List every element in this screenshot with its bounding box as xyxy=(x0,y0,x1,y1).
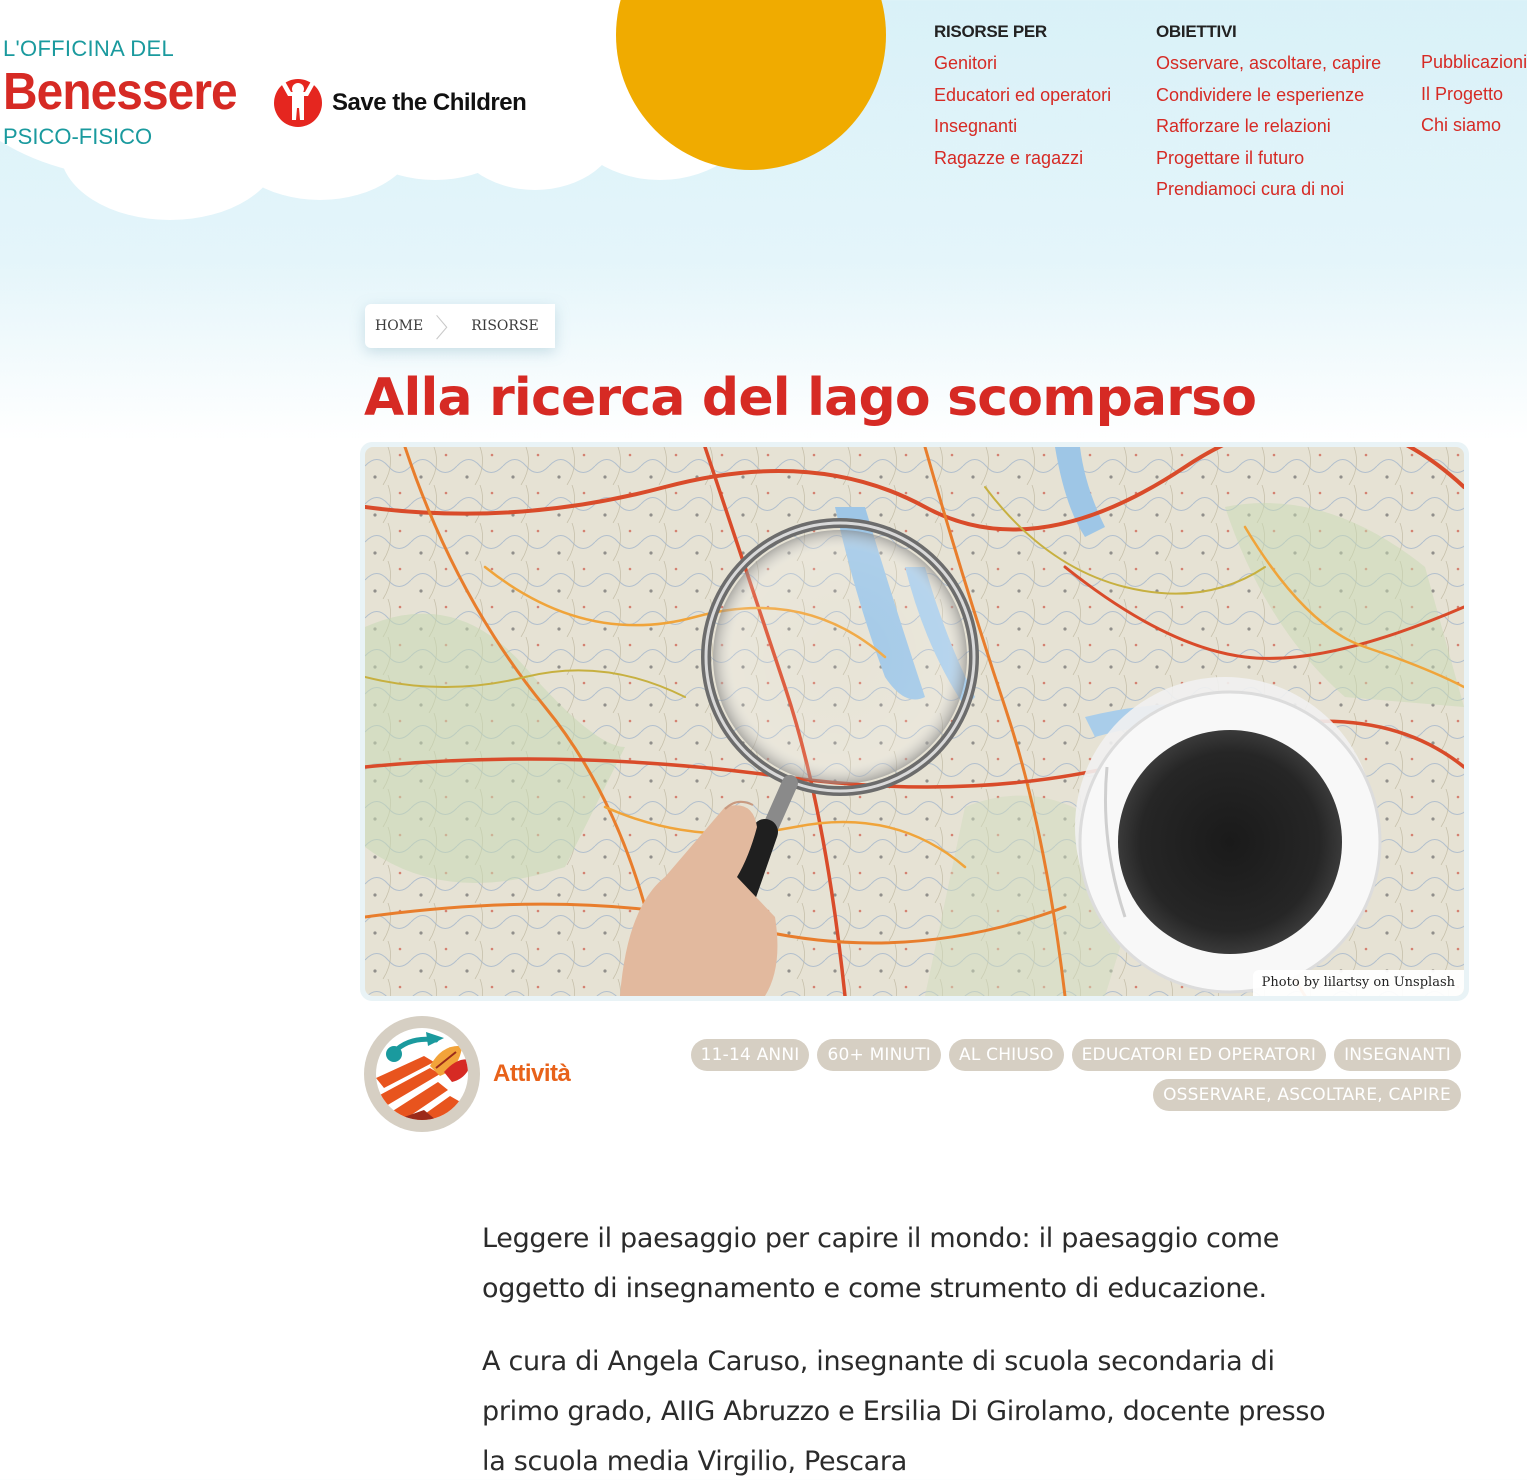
breadcrumb-home[interactable]: HOME xyxy=(375,318,424,334)
tag-osservare[interactable]: OSSERVARE, ASCOLTARE, CAPIRE xyxy=(1153,1079,1461,1111)
breadcrumb xyxy=(365,304,555,348)
article-intro: Leggere il paesaggio per capire il mondo: il paesaggio come oggetto di insegnamento e come strumento di educazione. xyxy=(482,1223,1280,1304)
tag-location[interactable]: AL CHIUSO xyxy=(949,1039,1064,1071)
save-the-children-figure-icon xyxy=(270,72,326,134)
nav-link-pubblicazioni[interactable]: Pubblicazioni xyxy=(1421,52,1527,72)
page-title: Alla ricerca del lago scomparso xyxy=(364,368,1257,428)
article-body xyxy=(482,1214,1352,1480)
tag-educatori[interactable]: EDUCATORI ED OPERATORI xyxy=(1072,1039,1326,1071)
photo-credit: Photo by lilartsy on Unsplash xyxy=(1253,970,1464,996)
nav-link-insegnanti[interactable]: Insegnanti xyxy=(934,116,1018,136)
logo-line-3: PSICO-FISICO xyxy=(3,124,153,149)
logo-line-2: Benessere xyxy=(3,63,237,121)
nav-goals xyxy=(1156,22,1381,206)
logo-line-1: L'OFFICINA DEL xyxy=(3,36,174,61)
nav-link-chi-siamo[interactable]: Chi siamo xyxy=(1421,115,1502,135)
tag-duration[interactable]: 60+ MINUTI xyxy=(817,1039,941,1071)
article-authors: A cura di Angela Caruso, insegnante di scuola secondaria di primo grado, AIIG Abruzzo e Ersilia Di Girolamo, docente presso la scuola media Virgilio, Pescara xyxy=(482,1346,1326,1477)
tag-age[interactable]: 11-14 ANNI xyxy=(691,1039,810,1071)
nav-link-condividere[interactable]: Condividere le esperienze xyxy=(1156,84,1365,105)
tag-list xyxy=(661,1039,1461,1111)
nav-link-genitori[interactable]: Genitori xyxy=(934,53,998,73)
site-logo[interactable] xyxy=(3,36,257,150)
breadcrumb-chevron-icon: 〉 xyxy=(435,313,462,344)
nav-link-osservare[interactable]: Osservare, ascoltare, capire xyxy=(1156,53,1382,73)
category-label[interactable]: Attività xyxy=(493,1060,571,1087)
nav-link-educatori[interactable]: Educatori ed operatori xyxy=(934,84,1112,105)
nav-link-progetto[interactable]: Il Progetto xyxy=(1421,83,1504,104)
map-photo-illustration xyxy=(365,447,1464,996)
nav-other xyxy=(1421,47,1527,142)
breadcrumb-risorse[interactable]: RISORSE xyxy=(471,318,539,334)
nav-resources-heading: RISORSE PER xyxy=(934,22,1047,41)
nav-goals-heading: OBIETTIVI xyxy=(1156,22,1237,41)
activity-badge-icon xyxy=(364,1016,480,1132)
hero-image xyxy=(365,447,1464,996)
nav-resources xyxy=(934,22,1111,174)
tag-insegnanti[interactable]: INSEGNANTI xyxy=(1334,1039,1461,1071)
save-the-children-label: Save the Children xyxy=(332,89,527,116)
save-the-children-logo[interactable] xyxy=(270,72,526,134)
hero-image-frame xyxy=(360,442,1469,1001)
nav-link-rafforzare[interactable]: Rafforzare le relazioni xyxy=(1156,116,1331,136)
nav-link-ragazzi[interactable]: Ragazze e ragazzi xyxy=(934,147,1084,168)
nav-link-progettare[interactable]: Progettare il futuro xyxy=(1156,147,1305,168)
nav-link-prendiamoci[interactable]: Prendiamoci cura di noi xyxy=(1156,179,1345,199)
